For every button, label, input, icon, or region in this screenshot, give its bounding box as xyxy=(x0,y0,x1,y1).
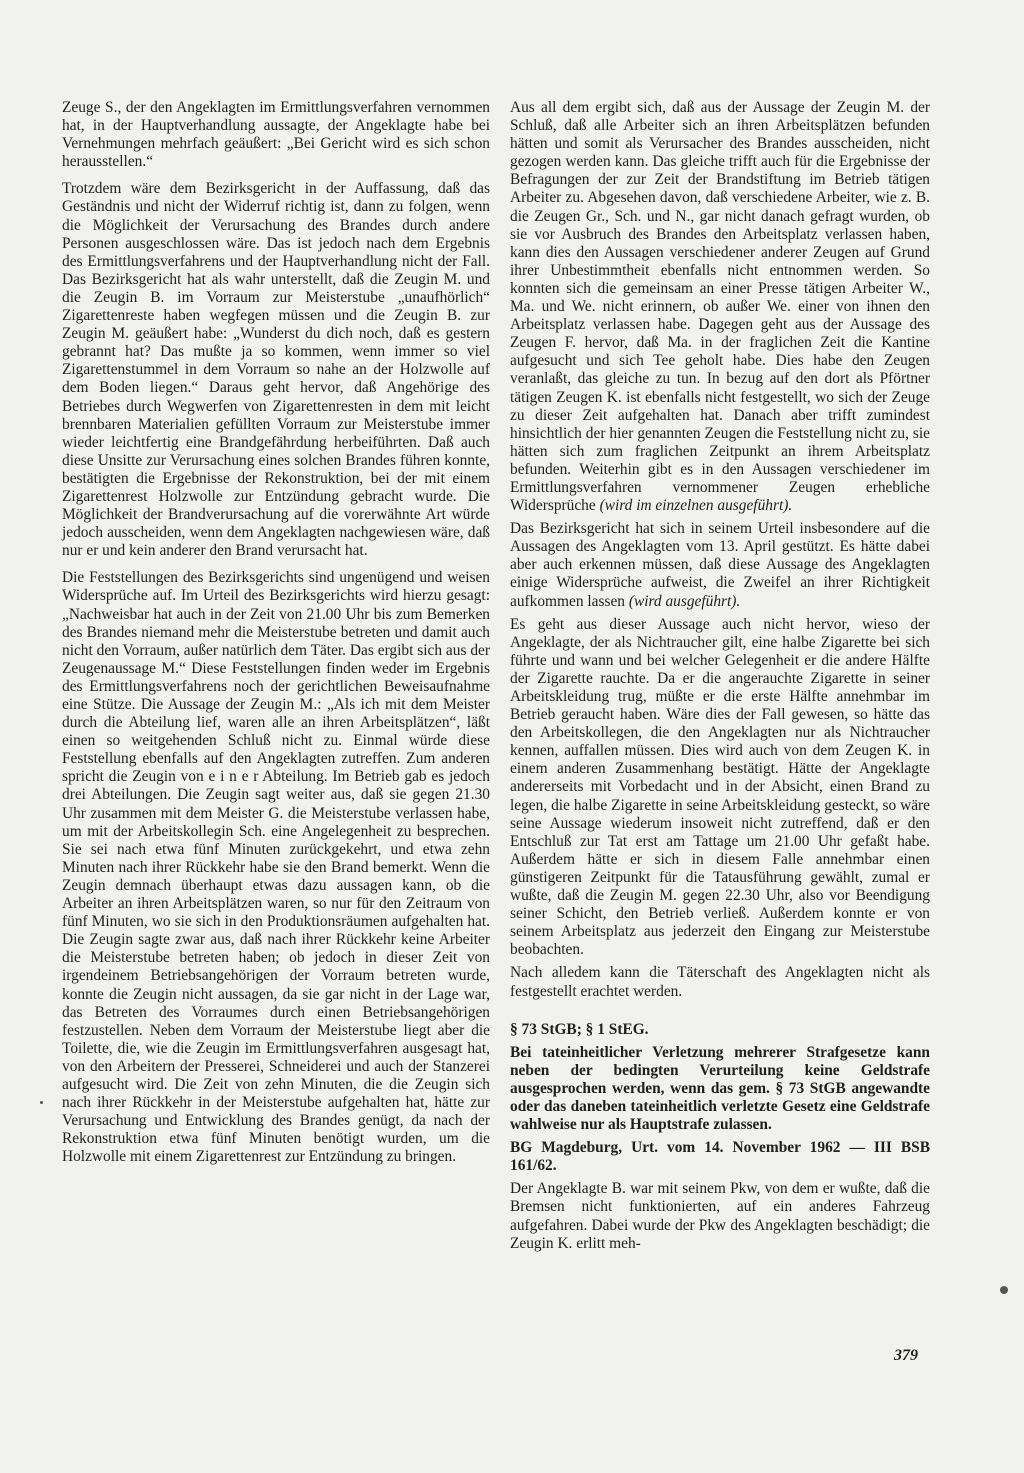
left-paragraph-2: Trotzdem wäre dem Bezirksgericht in der Auffassung, daß das Geständnis und nicht der Widerruf richtig ist, dann zu folgen, wenn die Möglichkeit der Verursachung des Brandes durch andere Personen ausgeschlossen wäre. Das ist jedoch nach dem Ergebnis des Ermittlungsverfahrens und der Hauptverhandlung nicht der Fall. Das Bezirksgericht hat als wahr unterstellt, daß die Zeugin M. und die Zeugin B. im Vorraum zur Meisterstube „unaufhörlich“ Zigarettenreste haben wegfegen müssen und die Zeugin B. zur Zeugin M. geäußert habe: „Wunderst du dich noch, daß es gestern gebrannt hat? Das mußte ja so kommen, wenn immer so viel Zigarettenstummel in dem Vorraum so nahe an der Holzwolle auf dem Boden liegen.“ Daraus geht hervor, daß Angehörige des Betriebes durch Wegwerfen von Zigarettenresten in dem mit leicht brennbaren Materialien gefüllten Vorraum zur Meisterstube immer wieder leichtfertig eine Brandgefährdung herbeiführten. Daß auch diese Unsitte zur Verursachung eines solchen Brandes führen konnte, bestätigten die Ergebnisse der Rekonstruktion, bei der mit einem Zigarettenrest Holzwolle zur Entzündung gebracht wurde. Die Möglichkeit der Brandverursachung auf die vorerwähnte Art würde jedoch ausscheiden, wenn dem Angeklagten nachgewiesen wäre, daß nur er und kein anderer den Brand verursacht hat. xyxy=(62,180,490,560)
page-number: 379 xyxy=(894,1347,918,1364)
right-column xyxy=(510,99,930,1258)
scan-speck-icon xyxy=(1000,1286,1008,1294)
right-paragraph-2 xyxy=(510,520,930,610)
court-reference: BG Magdeburg, Urt. vom 14. November 1962 — III BSB 161/62. xyxy=(510,1139,930,1175)
left-column xyxy=(62,99,490,1171)
scan-speck-icon xyxy=(40,1101,43,1104)
right-paragraph-3: Es geht aus dieser Aussage auch nicht hervor, wieso der Angeklagte, der als Nichtraucher gilt, eine halbe Zigarette bei sich führte und wann und bei welcher Gelegenheit er die andere Hälfte der Zigarette rauchte. Da er die angerauchte Zigarette in seiner Arbeitskleidung trug, müßte er die erste Hälfte annehmbar im Betrieb geraucht haben. Wäre dies der Fall gewesen, so hätte das den Arbeitskollegen, die den Angeklagten nur als Nichtraucher kennen, auffallen müssen. Dies wird auch von dem Zeugen K. in einem anderen Zusammenhang bestätigt. Hätte der Angeklagte andererseits mit Vorbedacht und in der Absicht, einen Brand zu legen, die halbe Zigarette in seine Arbeitskleidung gesteckt, so wäre seine Aussage wiederum insoweit nicht zutreffend, daß er den Entschluß zur Tat erst am Tattage um 21.00 Uhr gefaßt habe. Außerdem hätte er sich in diesem Falle annehmbar einen günstigeren Zeitpunkt für die Tatausführung gewählt, zumal er wußte, daß die Zeugin M. gegen 22.30 Uhr, also vor Beendigung seiner Schicht, den Betrieb verließ. Außerdem konnte er von seinem Arbeitsplatz aus jederzeit den Eingang zur Meisterstube beobachten. xyxy=(510,615,930,959)
right-paragraph-2-italic: (wird ausgeführt). xyxy=(628,592,741,610)
right-paragraph-2-text: Das Bezirksgericht hat sich in seinem Urteil insbesondere auf die Aussagen des Angeklagten vom 13. April gestützt. Es hätte dabei aber auch erkennen müssen, daß diese Aussage des Angeklagten einige Widersprüche aufweist, die Zweifel an ihrer Richtigkeit aufkommen lassen xyxy=(510,520,930,610)
right-paragraph-1 xyxy=(510,99,930,515)
right-paragraph-1-italic: (wird im einzelnen ausgeführt). xyxy=(599,497,793,515)
right-paragraph-4: Nach alledem kann die Täterschaft des Angeklagten nicht als festgestellt erachtet werden. xyxy=(510,964,930,1000)
right-paragraph-5: Der Angeklagte B. war mit seinem Pkw, von dem er wußte, daß die Bremsen nicht funktionierten, auf ein anderes Fahrzeug aufgefahren. Dabei wurde der Pkw des Angeklagten beschädigt; die Zeugin K. erlitt meh- xyxy=(510,1180,930,1252)
left-paragraph-3: Die Feststellungen des Bezirksgerichts sind ungenügend und weisen Widersprüche auf. Im Urteil des Bezirksgerichts wird hierzu gesagt: „Nachweisbar hat auch in der Zeit von 21.00 Uhr bis zum Bemerken des Brandes niemand mehr die Meisterstube betreten und damit auch nicht den Vorraum, außer natürlich dem Täter. Das ergibt sich aus der Zeugenaussage M.“ Diese Feststellungen finden weder im Ergebnis des Ermittlungsverfahrens noch der gerichtlichen Beweisaufnahme eine Stütze. Die Aussage der Zeugin M.: „Als ich mit dem Meister durch die Abteilung lief, waren alle an ihren Arbeitsplätzen“, läßt einen so weitgehenden Schluß nicht zu. Einmal würde diese Feststellung ebenfalls auf den Angeklagten zutreffen. Zum anderen spricht die Zeugin von e i n e r Abteilung. Im Betrieb gab es jedoch drei Abteilungen. Die Zeugin sagt weiter aus, daß sie gegen 21.30 Uhr zusammen mit dem Meister G. die Meisterstube verlassen habe, um mit der Arbeitskollegin Sch. eine Angelegenheit zu besprechen. Sie sei nach etwa fünf Minuten zurückgekehrt, und etwa zehn Minuten nach ihrer Rückkehr habe sie den Brand bemerkt. Wenn die Zeugin demnach überhaupt etwas dazu aussagen kann, ob die Arbeiter an ihren Arbeitsplätzen waren, so nur für den Zeitraum von fünf Minuten, wo sie sich in den Produktionsräumen aufgehalten hat. Die Zeugin sagte zwar aus, daß nach ihrer Rückkehr keine Arbeiter die Meisterstube betreten haben; ob jedoch in dieser Zeit von irgendeinem Betriebsangehörigen der Vorraum betreten wurde, konnte die Zeugin nicht aussagen, da sie gar nicht in der Lage war, das Betreten des Vorraumes durch einen Betriebsangehörigen festzustellen. Neben dem Vorraum der Meisterstube liegt aber die Toilette, die, wie die Zeugin im Ermittlungsverfahren ausgesagt hat, von den Arbeitern der Presserei, Schneiderei und auch der Stanzerei aufgesucht wird. Die Zeit von zehn Minuten, die die Zeugin sich nach ihrer Rückkehr in der Meisterstube aufgehalten hat, hätte zur Verursachung und Entwicklung des Brandes genügt, da nach der Rekonstruktion etwa fünf Minuten benötigt wurden, um die Holzwolle mit einem Zigarettenrest zur Entzündung zu bringen. xyxy=(62,569,490,1166)
section-reference: § 73 StGB; § 1 StEG. xyxy=(510,1020,649,1038)
headnote: Bei tateinheitlicher Verletzung mehrerer Strafgesetze kann neben der bedingten Verurteilung keine Geldstrafe ausgesprochen werden, wenn das gem. § 73 StGB angewandte oder das daneben tateinheitlich verletzte Gesetz eine Geldstrafe wahlweise nur als Hauptstrafe zulassen. xyxy=(510,1043,930,1134)
left-paragraph-1: Zeuge S., der den Angeklagten im Ermittlungsverfahren vernommen hat, in der Hauptverhandlung aussagte, der Angeklagte habe bei Vernehmungen mehrfach geäußert: „Bei Gericht wird es sich schon herausstellen.“ xyxy=(62,99,490,171)
right-paragraph-1-text: Aus all dem ergibt sich, daß aus der Aussage der Zeugin M. der Schluß, daß alle Arbeiter sich an ihren Arbeitsplätzen befunden hätten und somit als Verursacher des Brandes ausscheiden, nicht gezogen werden kann. Das gleiche trifft auch für die Ergebnisse der Befragungen der zur Zeit der Brandstiftung im Betrieb tätigen Arbeiter zu. Abgesehen davon, daß verschiedene Arbeiter, wie z. B. die Zeugen Gr., Sch. und N., gar nicht danach gefragt wurden, ob sie vor Ausbruch des Brandes den Arbeitsplatz verlassen haben, kann dies den Aussagen verschiedener anderer Zeugen auf Grund ihrer Unbestimmtheit ebenfalls nicht entnommen werden. So konnten sich die gemeinsam an einer Presse tätigen Arbeiter W., Ma. und We. nicht erinnern, ob außer We. einer von ihnen den Arbeitsplatz verlassen habe. Dagegen geht aus der Aussage des Zeugen F. hervor, daß Ma. in der fraglichen Zeit die Kantine aufgesucht und sich Tee geholt habe. Dies habe den Zeugen veranlaßt, das gleiche zu tun. In bezug auf den dort als Pförtner tätigen Zeugen K. ist ebenfalls nicht festgestellt, wo sich der Zeuge zu dieser Zeit aufgehalten hat. Danach aber trifft zumindest hinsichtlich der hier genannten Zeugen die Feststellung nicht zu, sie hätten sich zum fraglichen Zeitpunkt an ihrem Arbeitsplatz befunden. Weiterhin gibt es in den Aussagen verschiedener im Ermittlungsverfahren vernommener Zeugen erhebliche Widersprüche xyxy=(510,99,930,515)
